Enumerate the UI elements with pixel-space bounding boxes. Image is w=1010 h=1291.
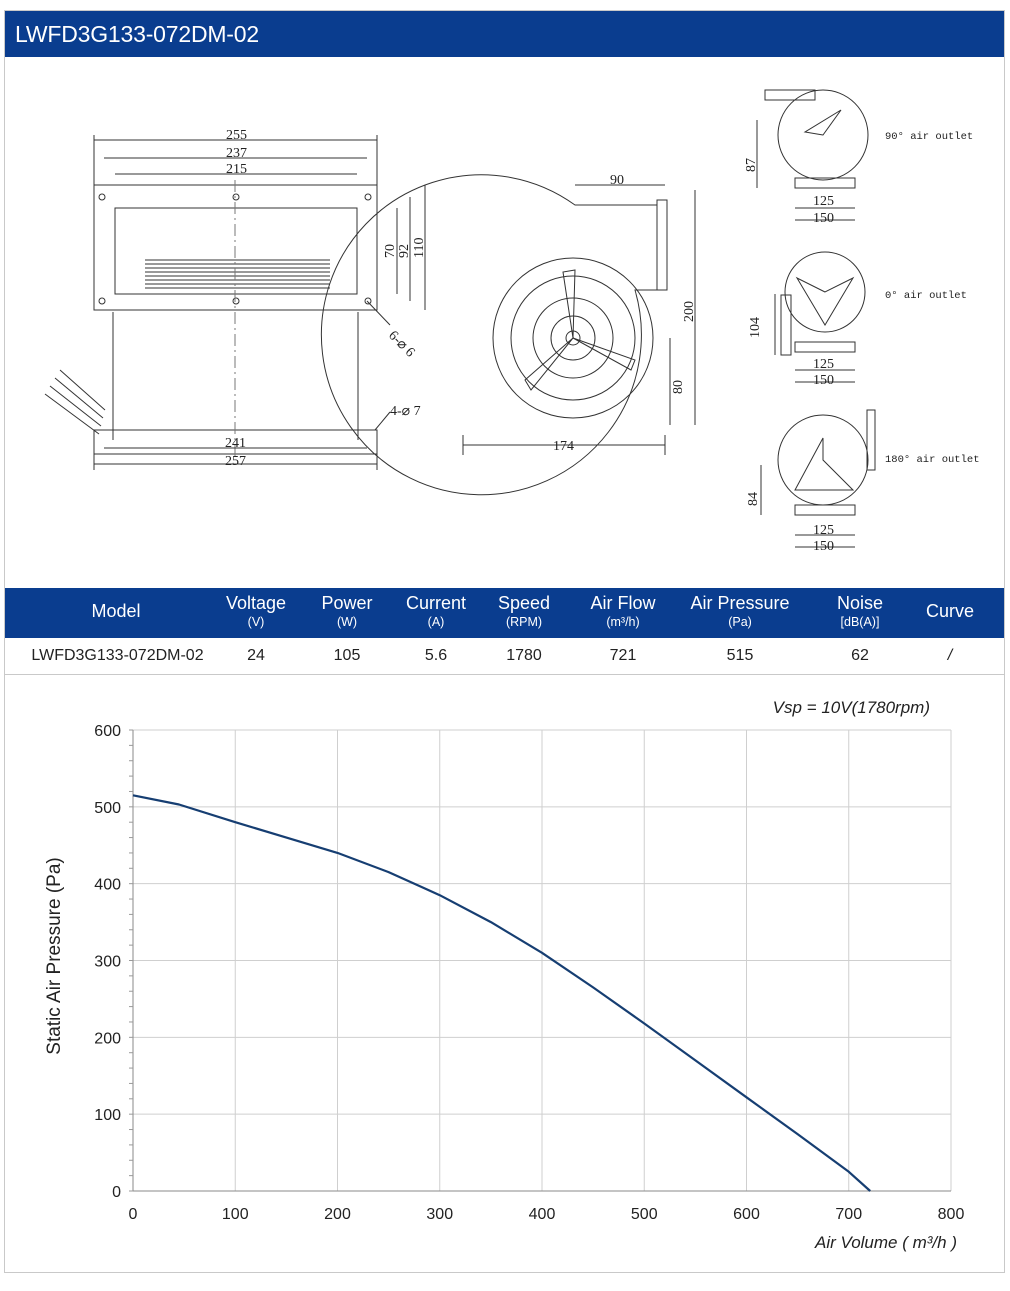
dim-255: 255	[226, 128, 247, 143]
outlet-180-w1: 125	[813, 523, 834, 538]
cell-voltage: 24	[247, 647, 265, 664]
title-bar	[5, 11, 1004, 57]
header-model: Model	[91, 601, 141, 621]
header-noise: Noise [dB(A)]	[836, 593, 884, 629]
drawing-svg	[5, 60, 1004, 585]
x-tick-label: 700	[835, 1206, 863, 1223]
dim-200: 200	[682, 301, 697, 322]
performance-chart	[5, 676, 1004, 1271]
cell-current: 5.6	[424, 647, 448, 664]
dim-92: 92	[397, 244, 412, 258]
outlet-0-label: 0° air outlet	[885, 290, 967, 302]
outlet-0-w2: 150	[813, 373, 834, 388]
outlet-90-w2: 150	[813, 211, 834, 226]
x-tick-label: 800	[937, 1206, 965, 1223]
y-tick-label: 200	[94, 1030, 121, 1048]
header-voltage: Voltage (V)	[225, 593, 287, 629]
cell-noise: 62	[851, 647, 869, 664]
outlet-180-label: 180° air outlet	[885, 454, 980, 466]
cell-speed: 1780	[506, 647, 542, 664]
chart-grid	[133, 730, 951, 1191]
x-tick-label: 500	[630, 1206, 658, 1223]
header-curve: Curve	[925, 601, 974, 621]
cell-air-flow: 721	[609, 647, 637, 664]
x-tick-label: 400	[528, 1206, 556, 1223]
cell-power: 105	[333, 647, 361, 664]
x-tick-label: 200	[324, 1206, 351, 1223]
header-speed: Speed (RPM)	[497, 593, 551, 629]
outlet-90-w1: 125	[813, 194, 834, 209]
y-tick-label: 300	[94, 953, 121, 971]
cell-model: LWFD3G133-072DM-02	[31, 647, 204, 664]
dim-237: 237	[226, 146, 247, 161]
dim-257: 257	[225, 454, 246, 469]
x-tick-label: 0	[128, 1206, 138, 1223]
header-power: Power (W)	[321, 593, 373, 629]
outlet-0-height: 104	[748, 317, 763, 338]
y-tick-label: 400	[94, 876, 121, 894]
chart-ticks	[94, 723, 964, 1223]
spec-table-row	[5, 638, 1004, 675]
header-air-flow: Air Flow (m³/h)	[590, 593, 656, 629]
outlet-90-label: 90° air outlet	[885, 131, 974, 143]
y-tick-label: 500	[94, 799, 121, 817]
dim-90: 90	[610, 173, 624, 188]
scroll-housing	[321, 175, 657, 495]
x-tick-label: 300	[426, 1206, 454, 1223]
chart-svg	[5, 676, 1004, 1271]
series-line-0	[133, 795, 870, 1191]
header-current: Current (A)	[405, 593, 467, 629]
front-housing	[115, 208, 357, 294]
x-tick-label: 100	[221, 1206, 249, 1223]
chart-annotation: Vsp = 10V(1780rpm)	[772, 698, 930, 717]
x-tick-label: 600	[733, 1206, 760, 1223]
technical-drawing	[5, 60, 1004, 585]
dim-110: 110	[412, 237, 427, 258]
y-tick-label: 0	[112, 1184, 121, 1201]
chart-series	[133, 795, 870, 1191]
outlet-0-w1: 125	[813, 357, 834, 372]
dim-215: 215	[226, 162, 247, 177]
dim-4-holes: 4-⌀ 7	[390, 404, 421, 419]
dim-80: 80	[671, 380, 686, 394]
y-tick-label: 100	[94, 1107, 121, 1125]
dim-174: 174	[553, 439, 574, 454]
dim-6-holes: 6-⌀ 6	[385, 328, 418, 361]
outlet-180-height: 84	[746, 492, 761, 506]
header-air-pressure: Air Pressure (Pa)	[690, 593, 790, 629]
dim-70: 70	[383, 244, 398, 258]
cell-curve: /	[947, 647, 953, 664]
cell-air-pressure: 515	[726, 647, 754, 664]
y-tick-label: 600	[94, 723, 121, 740]
spec-table-header	[5, 588, 1004, 638]
x-axis-label: Air Volume ( m³/h )	[814, 1233, 957, 1252]
dim-241: 241	[225, 436, 246, 451]
y-axis-label: Static Air Pressure (Pa)	[44, 857, 65, 1055]
outlet-90-height: 87	[744, 158, 759, 172]
page-title: LWFD3G133-072DM-02	[15, 21, 259, 47]
outlet-180-w2: 150	[813, 539, 834, 554]
